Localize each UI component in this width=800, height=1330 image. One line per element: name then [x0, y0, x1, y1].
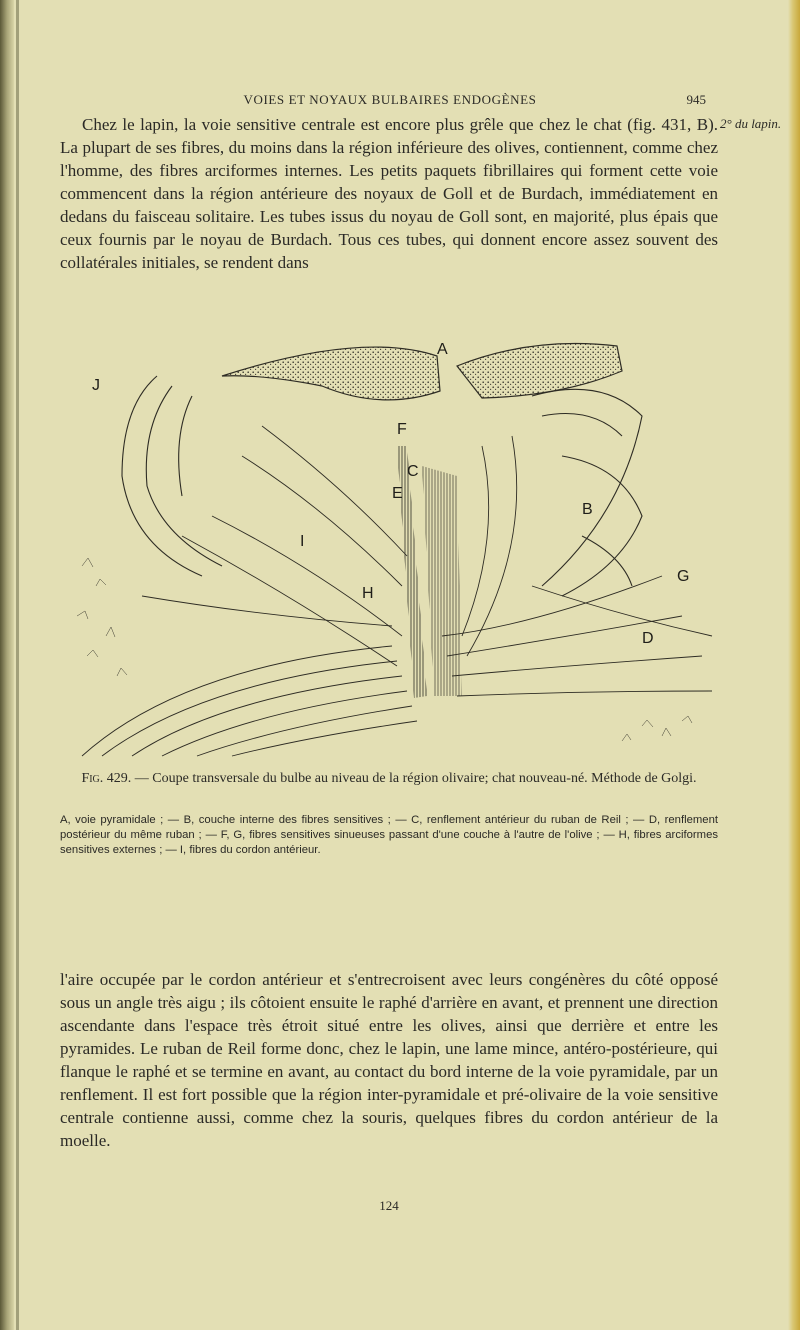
- olive-outline: [122, 376, 642, 596]
- neuroanatomy-drawing: [62, 336, 722, 766]
- label-a: A: [437, 341, 448, 358]
- page-number-bottom: 124: [379, 1198, 399, 1213]
- arciform-fibers: [82, 426, 712, 756]
- label-g: G: [677, 568, 690, 585]
- page-fold: [16, 0, 19, 1330]
- label-j: J: [92, 377, 100, 394]
- figure-caption: [60, 769, 718, 788]
- label-c: C: [407, 463, 419, 480]
- label-e: E: [392, 485, 403, 502]
- page-edge-left: [0, 0, 14, 1330]
- paragraph-1: Chez le lapin, la voie sensitive centrale est encore plus grêle que chez le chat (fig. 431, B). La plupart de ses fibres, du moins dans la région inférieure des olives, contiennent, comme chez l'homme, des fibres arciformes internes. Les petits paquets fibrillaires qui forment cette voie commencent dans la région antérieure des noyaux de Goll et de Burdach, immédiatement en dedans du faisceau solitaire. Les tubes issus du noyau de Goll sont, en majorité, plus épais que ceux fournis par le noyau de Burdach. Tous ces tubes, qui donnent encore assez souvent des collatérales initiales, se rendent dans: [60, 115, 718, 272]
- margin-note: 2° du lapin.: [720, 116, 782, 131]
- running-title: VOIES ET NOYAUX BULBAIRES ENDOGÈNES: [243, 92, 537, 107]
- label-f: F: [397, 421, 407, 438]
- figure-caption-prefix: Fig. 429.: [81, 771, 132, 786]
- page-number-top: 945: [686, 92, 706, 107]
- figure-legend: A, voie pyramidale ; — B, couche interne des fibres sensitives ; — C, renflement antérieur du ruban de Reil ; — D, renflement postérieur du même ruban ; — F, G, fibres sensitives sinueuses passant d'une couche à l'autre de l'olive ; — H, fibres arciformes sensitives externes ; — I, fibres du cordon antérieur.: [60, 814, 718, 856]
- figure-illustration: [62, 336, 722, 766]
- figure-caption-text: — Coupe transversale du bulbe au niveau de la région olivaire; chat nouveau-né. Méthode de Golgi.: [134, 771, 697, 786]
- raphe-bundle: [397, 446, 462, 698]
- neuron-cells: [77, 558, 692, 741]
- paragraph-2: l'aire occupée par le cordon antérieur et s'entrecroisent avec leurs congénères du côté opposé sous un angle très aigu ; ils côtoient ensuite le raphé d'arrière en avant, et prennent une direction ascendante dans l'espace très étroit situé entre les olives, ainsi que derrière et entre les pyramides. Le ruban de Reil forme donc, chez le lapin, une lame mince, antéro-postérieure, qui flanque le raphé et se termine en avant, au contact du bord interne de la voie pyramidale, par un renflement. Il est fort possible que la région inter-pyramidale et pré-olivaire de la voie sensitive centrale contienne aussi, comme chez la souris, quelques fibres du cordon antérieur de la moelle.: [60, 970, 718, 1150]
- label-i: I: [300, 533, 305, 550]
- label-b: B: [582, 501, 593, 518]
- label-h: H: [362, 585, 374, 602]
- pyramids: [222, 344, 622, 400]
- page-edge-right: [788, 0, 800, 1330]
- label-d: D: [642, 630, 654, 647]
- running-head: [60, 92, 720, 112]
